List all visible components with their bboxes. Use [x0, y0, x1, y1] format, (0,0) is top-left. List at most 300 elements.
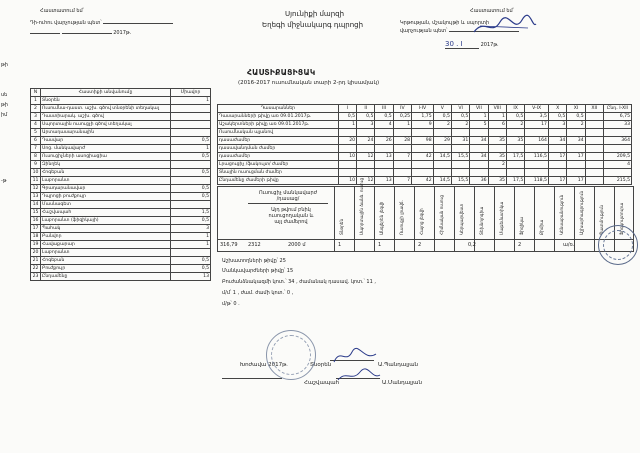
class-value-cell	[506, 161, 524, 169]
class-value-cell: 34	[470, 153, 488, 161]
class-col-header: I-IV	[412, 105, 434, 113]
class-col-header: Դասարաններ	[218, 105, 339, 113]
accountant-name: Ա.Մանդալյան	[382, 380, 422, 386]
table-row	[31, 97, 211, 105]
staff-unit-cell	[171, 161, 211, 169]
staff-num-cell: 16	[31, 217, 41, 225]
staff-name-cell: Սոց. մանկավարժ	[41, 145, 171, 153]
margin-note: թի	[1, 102, 8, 108]
staff-name-cell: Գրադարանավար	[41, 185, 171, 193]
class-value-cell	[470, 169, 488, 177]
class-value-cell	[506, 169, 524, 177]
right-approve-line1: Կրթության, մշակույթի և սպորտի	[400, 20, 490, 26]
class-value-cell: 1,75	[412, 113, 434, 121]
class-value-cell: 5	[470, 121, 488, 129]
staff-unit-cell: 0,5	[171, 257, 211, 265]
class-value-cell	[488, 145, 506, 153]
class-value-cell	[433, 129, 451, 137]
approver-signature	[470, 14, 540, 38]
class-col-header: XII	[585, 105, 603, 113]
staff-num-cell: 18	[31, 233, 41, 241]
class-value-cell: 3	[548, 121, 566, 129]
vertical-column-header: Ֆիզիկա	[519, 216, 524, 235]
staff-unit-cell	[171, 177, 211, 185]
table-row	[31, 273, 211, 281]
staff-unit-cell	[171, 113, 211, 121]
left-approve: Հաստատում եմ՝	[40, 8, 84, 14]
class-value-cell: 2	[433, 121, 451, 129]
staff-name-cell: Հոգեբան	[41, 257, 171, 265]
class-value-cell	[470, 145, 488, 153]
staff-name-cell: Դաստիարակ. աշխ. գծով	[41, 113, 171, 121]
staff-table-header	[31, 89, 211, 97]
class-col-header: X	[548, 105, 566, 113]
staff-name-cell: Արտադասարանային	[41, 129, 171, 137]
class-value-cell	[567, 129, 585, 137]
column-divider	[374, 187, 375, 251]
class-value-cell	[585, 161, 603, 169]
staff-name-cell: Ուսուցիչների ասոցիացիա	[41, 153, 171, 161]
margin-note: -թ	[1, 178, 7, 184]
class-col-header: IV	[393, 105, 411, 113]
class-row-label: դասավանդման ժամեր	[218, 145, 339, 153]
class-value-cell: 2	[506, 121, 524, 129]
staff-num-cell: 17	[31, 225, 41, 233]
class-value-cell: 28	[393, 137, 411, 145]
staff-name-cell: Բանվոր	[41, 233, 171, 241]
vertical-column-header: Տեխնոլոգիա	[479, 206, 484, 235]
class-value-cell: 164	[525, 137, 549, 145]
class-value-cell	[412, 169, 434, 177]
table-row	[218, 161, 632, 169]
class-row-label: Ուսումնական պլանով	[218, 129, 339, 137]
class-col-header: XI	[567, 105, 585, 113]
class-value-cell	[548, 145, 566, 153]
vertical-column-header: Պատմություն	[599, 205, 604, 235]
class-value-cell: 20	[338, 137, 356, 145]
staff-unit-cell	[171, 121, 211, 129]
class-value-cell	[375, 129, 393, 137]
table-row	[31, 129, 211, 137]
teacher-value: 2000 մ	[288, 242, 306, 248]
staff-unit-cell: 0,5	[171, 265, 211, 273]
director-label: Տնօրեն	[310, 362, 332, 368]
staff-num-cell: 6	[31, 137, 41, 145]
staff-num-cell: 13	[31, 193, 41, 201]
class-value-cell: 12	[357, 153, 375, 161]
staff-unit-cell: 0,5	[171, 185, 211, 193]
staff-num-cell: 2	[31, 105, 41, 113]
class-value-cell	[393, 161, 411, 169]
table-row	[31, 217, 211, 225]
class-value-cell	[585, 169, 603, 177]
class-value-cell: 17,5	[506, 177, 524, 185]
class-value-cell: 24	[357, 137, 375, 145]
class-value-cell	[470, 129, 488, 137]
class-value-cell	[585, 129, 603, 137]
left-approve-date: 2017թ.	[30, 30, 131, 36]
class-value-cell	[525, 145, 549, 153]
staff-unit-cell: 1	[171, 97, 211, 105]
table-row	[218, 177, 632, 185]
table-row	[31, 145, 211, 153]
staff-name-cell: Զինղեկ	[41, 161, 171, 169]
vertical-column-header: Մաթեմատիկա	[499, 201, 504, 235]
staff-name-cell: Տնօրեն	[41, 97, 171, 105]
column-divider	[434, 187, 435, 251]
note-workers: Աշխատողների թիվը՝ 25	[222, 258, 286, 264]
class-value-cell	[375, 169, 393, 177]
class-value-cell	[393, 129, 411, 137]
staff-unit-cell	[171, 249, 211, 257]
class-value-cell: 17	[525, 121, 549, 129]
table-row	[31, 137, 211, 145]
school-stamp-seal	[266, 330, 316, 380]
staff-unit-cell	[171, 105, 211, 113]
staff-name-cell: Ընդամենը	[41, 273, 171, 281]
class-col-header: VII	[470, 105, 488, 113]
class-value-cell	[525, 129, 549, 137]
class-value-cell	[603, 169, 631, 177]
class-value-cell: 31	[451, 137, 469, 145]
staff-unit-cell: 1	[171, 233, 211, 241]
class-value-cell: 6,75	[603, 113, 631, 121]
split-head-bottom: Այդ թվում բնիկ ուսուցողական և այլ ժամերով	[268, 207, 314, 225]
class-value-cell: 42	[412, 177, 434, 185]
right-approve-date: 30 . I 2017թ.	[445, 40, 499, 48]
column-divider	[454, 187, 455, 251]
margin-note: սե	[1, 92, 8, 98]
class-value-cell: 2	[567, 121, 585, 129]
class-value-cell	[357, 161, 375, 169]
class-value-cell	[585, 153, 603, 161]
table-row	[31, 169, 211, 177]
class-value-cell: 9	[412, 121, 434, 129]
class-table-header	[218, 105, 632, 113]
class-value-cell	[451, 145, 469, 153]
vertical-column-header: Անգլերեն լեզվի	[379, 201, 384, 235]
director-name: Ա.Պանդալյան	[378, 362, 419, 368]
staff-num-cell: 20	[31, 249, 41, 257]
staff-num-cell: 14	[31, 201, 41, 209]
class-value-cell	[506, 129, 524, 137]
class-value-cell: 35	[488, 177, 506, 185]
teacher-value: 2	[518, 242, 522, 248]
class-value-cell	[433, 145, 451, 153]
class-value-cell	[603, 129, 631, 137]
class-row-label: Դասարանների թիվը առ 09.01.2017թ.	[218, 113, 339, 121]
vertical-column-header: Աշխարհագրություն	[579, 190, 584, 235]
class-col-header: Ընդ. I-XII	[603, 105, 631, 113]
vertical-column-header: Ուսուցչի լրավճ.	[399, 200, 404, 235]
footer-blank-line	[222, 378, 282, 379]
staff-num-cell: 3	[31, 113, 41, 121]
staff-name-cell: Դասվար	[41, 137, 171, 145]
table-row	[31, 201, 211, 209]
table-row	[31, 177, 211, 185]
staff-name-cell: Ուսումնա-դաստ. աշխ. գծով տնօրենի տեղակալ	[41, 105, 171, 113]
class-value-cell: 34	[470, 137, 488, 145]
class-col-header: III	[375, 105, 393, 113]
class-value-cell: 0,5	[357, 113, 375, 121]
class-value-cell: 3,5	[525, 113, 549, 121]
vertical-column-header: Կենսաբանություն	[559, 194, 564, 235]
class-value-cell	[470, 161, 488, 169]
margin-note: թի	[1, 62, 8, 68]
class-value-cell: 3	[357, 121, 375, 129]
vertical-column-header: Քիմիա	[539, 219, 544, 235]
class-col-header: IX	[506, 105, 524, 113]
table-row	[218, 145, 632, 153]
class-value-cell	[548, 169, 566, 177]
class-value-cell: 13	[375, 153, 393, 161]
class-value-cell	[488, 129, 506, 137]
split-divider	[248, 203, 328, 204]
class-row-label: դասաժամեր	[218, 153, 339, 161]
table-row	[31, 185, 211, 193]
column-divider	[594, 187, 595, 251]
class-value-cell: 13	[375, 177, 393, 185]
class-value-cell: 0,5	[338, 113, 356, 121]
accountant-label: Հաշվապահ	[304, 380, 340, 386]
staff-num-cell: 5	[31, 129, 41, 137]
class-value-cell: 2	[488, 161, 506, 169]
vertical-column-header: Կերպարվեստ	[459, 203, 464, 235]
class-value-cell	[338, 145, 356, 153]
vertical-column-header: Ֆիզկուլտուրա	[619, 202, 624, 235]
class-value-cell	[393, 169, 411, 177]
document-title: ՀԱՍՏԻՔԱՑԻՑԱԿ	[247, 68, 316, 77]
table-row	[31, 233, 211, 241]
staff-num-cell: 1	[31, 97, 41, 105]
class-value-cell: 17	[567, 153, 585, 161]
table-row	[31, 241, 211, 249]
teacher-value: 316,79	[220, 242, 238, 248]
class-value-cell	[375, 145, 393, 153]
table-row	[31, 113, 211, 121]
class-value-cell	[338, 129, 356, 137]
column-divider	[514, 187, 515, 251]
staff-num-cell: 8	[31, 153, 41, 161]
vertical-column-header: Հայոց լեզվի	[419, 208, 424, 235]
split-head-top: Ուսուցիչ մանկավարժ /դասաց/	[258, 190, 318, 202]
left-approve-line: Դի-ուհու վարչության պետ՝	[30, 20, 173, 26]
table-row	[31, 161, 211, 169]
class-row-label: Լրացուցիչ /ֆակուլտ/ ժամեր	[218, 161, 339, 169]
staff-name-cell: Հավաքարար	[41, 241, 171, 249]
teacher-value: 1	[338, 242, 342, 248]
class-value-cell: 10	[338, 177, 356, 185]
class-value-cell: 0,5	[506, 113, 524, 121]
class-value-cell	[525, 161, 549, 169]
staff-unit-cell	[171, 201, 211, 209]
class-value-cell: 98	[412, 137, 434, 145]
class-col-header: VI	[451, 105, 469, 113]
class-value-cell	[567, 145, 585, 153]
class-value-cell: 0,5	[548, 113, 566, 121]
staff-unit-cell: 0,5	[171, 217, 211, 225]
staff-table	[30, 88, 211, 281]
class-value-cell: 33	[603, 121, 631, 129]
note-teachers: Մանկավարժների թիվը՝ 15	[222, 268, 294, 274]
staff-unit-cell: 1	[171, 241, 211, 249]
table-row	[31, 209, 211, 217]
staff-unit-cell: 3	[171, 225, 211, 233]
class-value-cell: 0,5	[375, 113, 393, 121]
staff-name-cell: Լաբորանտ (ֆիզիկայի)	[41, 217, 171, 225]
class-value-cell: 34	[567, 137, 585, 145]
staff-unit-cell: 1	[171, 145, 211, 153]
class-value-cell: 7	[393, 177, 411, 185]
class-value-cell: 15,5	[451, 177, 469, 185]
staff-num-cell: 22	[31, 265, 41, 273]
vertical-column-header: Հիմնական ուսուց	[439, 194, 444, 235]
school-name: Եղեգի միջնակարգ դպրոցի	[262, 21, 364, 29]
teacher-value: 2	[418, 242, 422, 248]
column-divider	[334, 187, 335, 251]
class-value-cell: 209,5	[603, 153, 631, 161]
class-value-cell	[433, 169, 451, 177]
footer-date: Խոժավա 2017թ.	[240, 362, 288, 368]
class-value-cell	[585, 177, 603, 185]
class-value-cell: 4	[603, 161, 631, 169]
class-value-cell: 1	[470, 113, 488, 121]
staff-name-cell: Բուժքույր	[41, 265, 171, 273]
staff-num-cell: 15	[31, 209, 41, 217]
class-value-cell: 12	[357, 177, 375, 185]
staff-name-cell: Պահակ	[41, 225, 171, 233]
class-value-cell	[585, 121, 603, 129]
staff-name-cell: Մասնագետ	[41, 201, 171, 209]
class-value-cell	[567, 169, 585, 177]
staff-num-cell: 4	[31, 121, 41, 129]
class-value-cell	[567, 161, 585, 169]
values-divider	[218, 239, 633, 240]
table-row	[218, 121, 632, 129]
table-row	[31, 105, 211, 113]
class-value-cell: 1	[488, 113, 506, 121]
right-approve: Հաստատում եմ՝	[470, 8, 514, 14]
note-mt: մ/թ՝ 0 .	[222, 301, 240, 307]
staff-unit-cell: 0,5	[171, 137, 211, 145]
vertical-column-header: Տնօրեն	[339, 218, 344, 235]
class-value-cell	[585, 137, 603, 145]
class-value-cell: 26	[375, 137, 393, 145]
class-col-header: V-IX	[525, 105, 549, 113]
col-unit: Միավոր	[171, 89, 211, 97]
class-row-label: դասաժամեր	[218, 137, 339, 145]
document-subtitle: (2016-2017 ուսումնական տարի 2-րդ կիսամյակ)	[238, 80, 380, 86]
staff-unit-cell: 1,5	[171, 209, 211, 217]
teacher-value: 1	[378, 242, 382, 248]
col-number: N	[31, 89, 41, 97]
staff-num-cell: 10	[31, 169, 41, 177]
table-row	[31, 225, 211, 233]
class-value-cell	[548, 161, 566, 169]
class-value-cell: 17	[567, 177, 585, 185]
staff-num-cell: 21	[31, 257, 41, 265]
class-value-cell	[585, 113, 603, 121]
table-row	[218, 137, 632, 145]
class-col-header: VIII	[488, 105, 506, 113]
class-value-cell	[412, 129, 434, 137]
class-value-cell	[525, 169, 549, 177]
staff-num-cell: 12	[31, 185, 41, 193]
table-row	[218, 129, 632, 137]
class-value-cell	[603, 145, 631, 153]
staff-name-cell: Դպրոցի բուժքույր	[41, 193, 171, 201]
class-col-header: I	[338, 105, 356, 113]
class-value-cell: 364	[603, 137, 631, 145]
director-signature	[330, 346, 380, 366]
teacher-value: 2312	[248, 242, 261, 248]
column-divider	[494, 187, 495, 251]
staff-num-cell: 9	[31, 161, 41, 169]
class-value-cell	[488, 169, 506, 177]
class-value-cell: 14,5	[433, 153, 451, 161]
region-name: Սյունիքի մարզի	[285, 10, 345, 18]
class-row-label: Ընդամենը ժամերի թիվը	[218, 177, 339, 185]
class-value-cell: 34	[548, 137, 566, 145]
class-value-cell	[506, 145, 524, 153]
class-value-cell	[412, 161, 434, 169]
class-value-cell: 0,5	[433, 113, 451, 121]
class-value-cell	[357, 169, 375, 177]
class-value-cell: 7	[393, 153, 411, 161]
staff-name-cell: Լաբորանտ	[41, 177, 171, 185]
table-row	[218, 169, 632, 177]
class-value-cell: 10	[338, 153, 356, 161]
class-col-header: V	[433, 105, 451, 113]
staff-num-cell: 19	[31, 241, 41, 249]
class-value-cell: 215,5	[603, 177, 631, 185]
class-value-cell	[412, 145, 434, 153]
staff-name-cell: Սպորտային ուսուցչի գծով տեղակալ	[41, 121, 171, 129]
accountant-signature	[334, 366, 384, 386]
table-row	[31, 153, 211, 161]
class-value-cell: 29	[433, 137, 451, 145]
class-value-cell: 17	[548, 153, 566, 161]
column-divider	[554, 187, 555, 251]
class-value-cell	[433, 161, 451, 169]
column-divider	[414, 187, 415, 251]
table-row	[31, 249, 211, 257]
column-divider	[534, 187, 535, 251]
table-row	[31, 121, 211, 129]
staff-unit-cell: 13	[171, 273, 211, 281]
class-value-cell	[451, 129, 469, 137]
class-value-cell: 15,5	[451, 153, 469, 161]
teacher-value: ա/ռ.	[563, 242, 575, 248]
teacher-value: 0,2	[468, 242, 476, 248]
note-mm: մ/մ՝ 1 , ժամ. ժամի կոտ.՝ 0 ,	[222, 290, 294, 296]
staff-unit-cell: 0,5	[171, 153, 211, 161]
staff-num-cell: 23	[31, 273, 41, 281]
class-value-cell: 35	[506, 137, 524, 145]
class-value-cell: 0,5	[567, 113, 585, 121]
vertical-column-header: Սպորտային ձանձ. ուսուց	[359, 177, 364, 235]
staff-num-cell: 7	[31, 145, 41, 153]
column-divider	[354, 187, 355, 251]
class-value-cell: 17	[548, 177, 566, 185]
class-value-cell: 17,5	[506, 153, 524, 161]
class-value-cell: 36	[470, 177, 488, 185]
table-row	[31, 265, 211, 273]
class-row-label: Աշակերտների թիվը առ 09.01.2017թ.	[218, 121, 339, 129]
class-value-cell	[357, 129, 375, 137]
col-position: Հաստիքի անվանումը	[41, 89, 171, 97]
staff-num-cell: 11	[31, 177, 41, 185]
